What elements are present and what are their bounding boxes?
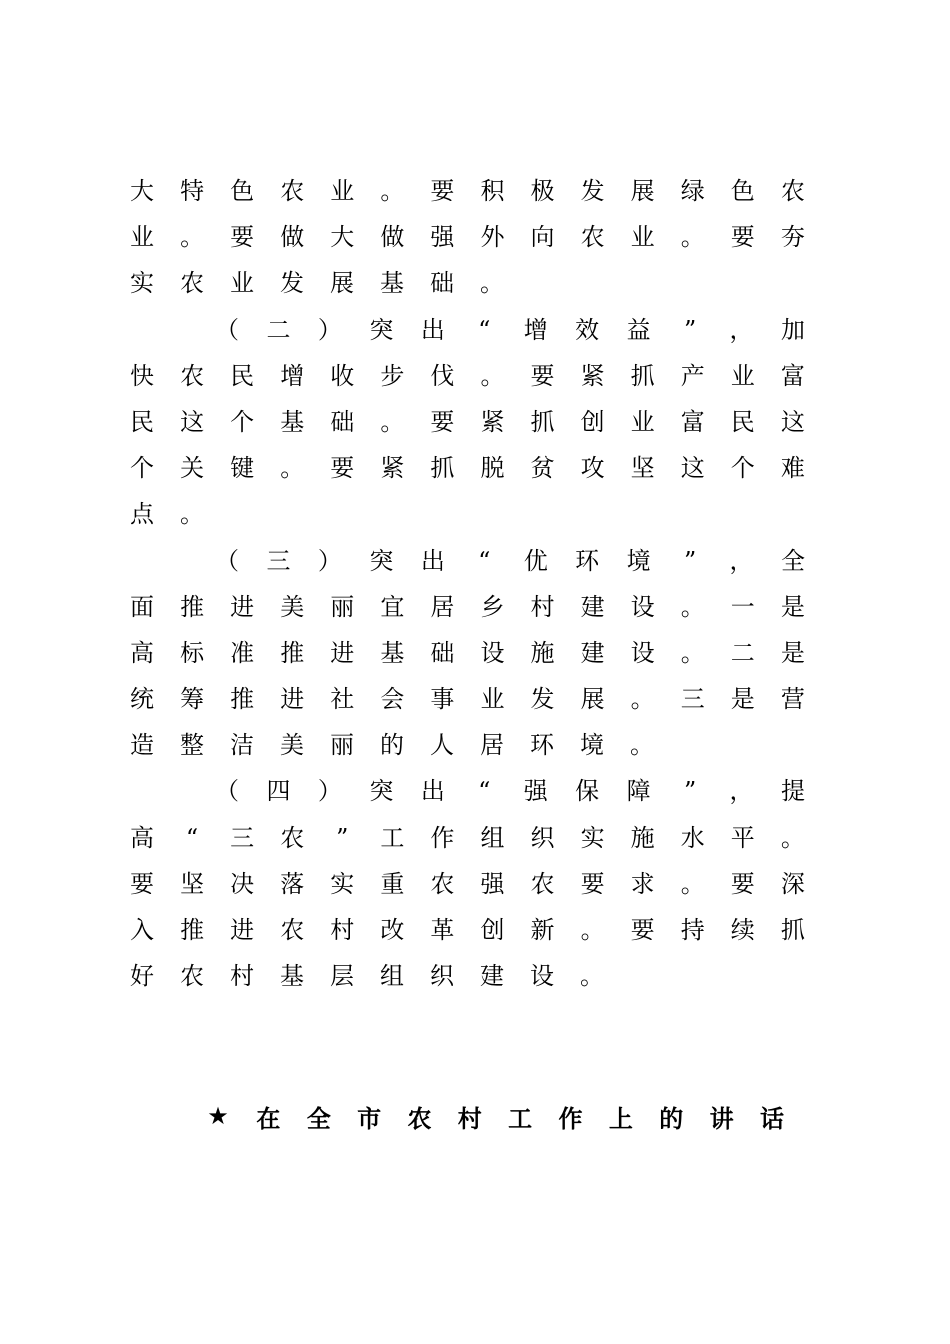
- char: 高: [130, 824, 154, 852]
- char: 。: [280, 454, 305, 482]
- text-line-1: [130, 168, 805, 214]
- char: “: [185, 824, 199, 852]
- char: 决: [230, 870, 255, 898]
- char: 进: [230, 593, 255, 621]
- char: 。: [580, 962, 604, 990]
- char: 居: [480, 731, 504, 759]
- char: 富: [780, 362, 805, 390]
- char: 难: [780, 454, 805, 482]
- char: 。: [480, 269, 504, 297]
- char: 统: [130, 685, 154, 713]
- char: 是: [780, 639, 805, 667]
- text-line-3: [130, 260, 805, 306]
- char: 绿: [680, 177, 705, 205]
- char: 面: [130, 593, 154, 621]
- char: 村: [230, 962, 254, 990]
- char: 抓: [780, 916, 805, 944]
- char: 基: [280, 408, 305, 436]
- section-three-heading: [215, 538, 805, 584]
- char: 要: [730, 223, 755, 251]
- text-line-5: [130, 353, 805, 399]
- char: 持: [680, 916, 705, 944]
- section-four-heading: [215, 768, 805, 814]
- char: 这: [780, 408, 805, 436]
- char: 极: [530, 177, 555, 205]
- char: 的: [380, 731, 404, 759]
- char: 要: [230, 223, 255, 251]
- char: 贫: [530, 454, 555, 482]
- char: 革: [430, 916, 455, 944]
- char: 施: [530, 639, 555, 667]
- char: 组: [380, 962, 404, 990]
- char: 整: [180, 731, 204, 759]
- char: 层: [330, 962, 354, 990]
- char: 关: [180, 454, 205, 482]
- char: ）: [317, 777, 342, 805]
- char: 农: [280, 916, 305, 944]
- text-line-11: [130, 630, 805, 676]
- char: ★: [207, 1102, 229, 1130]
- char: 宜: [380, 593, 405, 621]
- char: “: [478, 547, 491, 575]
- char: 洁: [230, 731, 254, 759]
- char: ）: [317, 547, 342, 575]
- char: 求: [630, 870, 655, 898]
- char: 农: [407, 1104, 432, 1133]
- char: 发: [280, 269, 304, 297]
- char: 四: [266, 777, 291, 805]
- char: 农: [780, 177, 805, 205]
- char: 推: [230, 685, 255, 713]
- char: 个: [130, 454, 154, 482]
- char: 标: [180, 639, 205, 667]
- char: 三: [266, 547, 291, 575]
- char: 新: [530, 916, 555, 944]
- char: 二: [730, 639, 755, 667]
- char: 业: [630, 223, 655, 251]
- char: 紧: [480, 408, 505, 436]
- char: 事: [430, 685, 455, 713]
- char: 出: [420, 547, 445, 575]
- char: 。: [630, 685, 655, 713]
- char: 要: [580, 870, 605, 898]
- char: 发: [530, 685, 555, 713]
- char: 水: [680, 824, 705, 852]
- char: 是: [730, 685, 755, 713]
- char: 这: [680, 454, 705, 482]
- char: ，: [729, 547, 754, 575]
- char: 推: [180, 593, 205, 621]
- char: 续: [730, 916, 755, 944]
- char: 创: [580, 408, 605, 436]
- char: 。: [680, 593, 705, 621]
- char: 上: [608, 1104, 633, 1133]
- char: 推: [180, 916, 205, 944]
- char: 。: [680, 870, 705, 898]
- char: 进: [230, 916, 255, 944]
- char: ”: [683, 547, 697, 575]
- char: 人: [430, 731, 454, 759]
- text-line-15: [130, 815, 805, 861]
- char: 基: [380, 269, 404, 297]
- char: 要: [530, 362, 555, 390]
- char: ，: [729, 777, 754, 805]
- char: 业: [330, 177, 355, 205]
- char: 深: [780, 870, 805, 898]
- char: 全: [780, 547, 805, 575]
- char: 向: [530, 223, 555, 251]
- text-line-13: [130, 722, 805, 768]
- text-line-2: [130, 214, 805, 260]
- char: 会: [380, 685, 405, 713]
- text-line-18: [130, 953, 805, 999]
- char: 是: [780, 593, 805, 621]
- char: 础: [330, 408, 355, 436]
- char: 展: [330, 269, 354, 297]
- char: 。: [680, 223, 705, 251]
- text-line-8: [130, 491, 805, 537]
- char: ，: [729, 316, 754, 344]
- char: 收: [330, 362, 355, 390]
- char: 工: [508, 1104, 533, 1133]
- char: 环: [530, 731, 554, 759]
- char: 。: [580, 916, 605, 944]
- char: 。: [480, 362, 505, 390]
- char: “: [478, 777, 491, 805]
- char: 展: [630, 177, 655, 205]
- char: 讲: [709, 1104, 734, 1133]
- char: 农: [180, 269, 204, 297]
- char: 重: [380, 870, 405, 898]
- char: 坚: [630, 454, 655, 482]
- char: 抓: [530, 408, 555, 436]
- char: 作: [558, 1104, 583, 1133]
- char: 突: [369, 777, 394, 805]
- char: 突: [369, 547, 394, 575]
- char: 业: [230, 269, 254, 297]
- text-line-10: [130, 584, 805, 630]
- char: 外: [480, 223, 505, 251]
- char: 进: [280, 685, 305, 713]
- char: 业: [730, 362, 755, 390]
- char: 效: [575, 316, 600, 344]
- char: 。: [180, 223, 205, 251]
- char: 攻: [580, 454, 605, 482]
- char: 农: [580, 223, 605, 251]
- footer-heading: [205, 1096, 785, 1136]
- char: 脱: [480, 454, 505, 482]
- char: ”: [683, 777, 697, 805]
- char: 村: [330, 916, 355, 944]
- char: 键: [230, 454, 255, 482]
- text-line-16: [130, 861, 805, 907]
- char: 推: [280, 639, 305, 667]
- char: 做: [380, 223, 405, 251]
- char: 组: [480, 824, 505, 852]
- char: 丽: [330, 593, 355, 621]
- char: 特: [180, 177, 205, 205]
- char: 个: [230, 408, 255, 436]
- char: 农: [280, 824, 305, 852]
- char: 要: [430, 177, 455, 205]
- char: 民: [230, 362, 255, 390]
- char: 大: [330, 223, 355, 251]
- char: 设: [530, 962, 554, 990]
- text-line-17: [130, 907, 805, 953]
- char: 一: [730, 593, 755, 621]
- char: 工: [380, 824, 405, 852]
- char: 建: [580, 639, 605, 667]
- char: ”: [336, 824, 349, 852]
- char: 强: [480, 870, 505, 898]
- char: 设: [630, 639, 655, 667]
- char: 紧: [580, 362, 605, 390]
- char: 坚: [180, 870, 205, 898]
- char: 产: [680, 362, 705, 390]
- char: （: [215, 547, 239, 575]
- char: 。: [380, 408, 405, 436]
- char: 业: [630, 408, 655, 436]
- char: 农: [280, 177, 305, 205]
- char: 富: [680, 408, 705, 436]
- char: 三: [230, 824, 255, 852]
- char: 出: [420, 316, 445, 344]
- char: 民: [130, 408, 154, 436]
- char: 突: [369, 316, 394, 344]
- text-line-6: [130, 399, 805, 445]
- char: 乡: [480, 593, 505, 621]
- char: 农: [430, 870, 455, 898]
- char: 。: [380, 177, 405, 205]
- char: 础: [430, 269, 454, 297]
- char: 这: [180, 408, 205, 436]
- char: 展: [580, 685, 605, 713]
- char: 筹: [180, 685, 205, 713]
- char: 益: [626, 316, 651, 344]
- char: 业: [480, 685, 505, 713]
- char: 点: [130, 500, 154, 528]
- char: 色: [230, 177, 255, 205]
- char: 色: [730, 177, 755, 205]
- char: 入: [130, 916, 154, 944]
- char: 落: [280, 870, 305, 898]
- char: 础: [430, 639, 455, 667]
- char: 在: [256, 1104, 281, 1133]
- char: 个: [730, 454, 755, 482]
- char: 优: [523, 547, 548, 575]
- char: 提: [780, 777, 805, 805]
- char: 实: [330, 870, 355, 898]
- char: 。: [630, 731, 654, 759]
- char: 话: [759, 1104, 784, 1133]
- char: 美: [280, 731, 304, 759]
- char: 的: [659, 1104, 684, 1133]
- char: 高: [130, 639, 154, 667]
- char: 业: [130, 223, 154, 251]
- char: 好: [130, 962, 154, 990]
- char: 强: [430, 223, 455, 251]
- char: 积: [480, 177, 505, 205]
- char: 全: [306, 1104, 331, 1133]
- char: 伐: [430, 362, 455, 390]
- char: 建: [480, 962, 504, 990]
- char: 环: [575, 547, 600, 575]
- char: 基: [280, 962, 304, 990]
- char: 建: [580, 593, 605, 621]
- char: 平: [730, 824, 755, 852]
- char: 要: [330, 454, 355, 482]
- char: 障: [626, 777, 651, 805]
- char: 加: [780, 316, 805, 344]
- char: 农: [180, 962, 204, 990]
- section-two-heading: [215, 307, 805, 353]
- char: 大: [130, 177, 154, 205]
- char: 二: [266, 316, 291, 344]
- char: 三: [680, 685, 705, 713]
- char: 市: [357, 1104, 382, 1133]
- char: 增: [280, 362, 305, 390]
- char: 。: [780, 824, 805, 852]
- char: 村: [530, 593, 555, 621]
- char: 实: [580, 824, 605, 852]
- char: 社: [330, 685, 355, 713]
- char: “: [478, 316, 491, 344]
- char: ”: [683, 316, 697, 344]
- char: 作: [430, 824, 455, 852]
- char: 抓: [630, 362, 655, 390]
- char: 要: [430, 408, 455, 436]
- char: 村: [457, 1104, 482, 1133]
- char: 美: [280, 593, 305, 621]
- char: 准: [230, 639, 255, 667]
- char: 居: [430, 593, 455, 621]
- char: 农: [180, 362, 205, 390]
- char: 营: [780, 685, 805, 713]
- char: 进: [330, 639, 355, 667]
- char: 做: [280, 223, 305, 251]
- char: 。: [180, 500, 204, 528]
- char: ）: [317, 316, 342, 344]
- char: 创: [480, 916, 505, 944]
- char: 基: [380, 639, 405, 667]
- char: 发: [580, 177, 605, 205]
- char: 夯: [780, 223, 805, 251]
- char: 保: [575, 777, 600, 805]
- char: 丽: [330, 731, 354, 759]
- char: 要: [630, 916, 655, 944]
- char: 紧: [380, 454, 405, 482]
- char: 出: [420, 777, 445, 805]
- char: 增: [523, 316, 548, 344]
- char: 造: [130, 731, 154, 759]
- char: 农: [530, 870, 555, 898]
- char: 。: [680, 639, 705, 667]
- char: （: [215, 777, 239, 805]
- char: 设: [480, 639, 505, 667]
- char: 境: [580, 731, 604, 759]
- char: 实: [130, 269, 154, 297]
- char: 织: [430, 962, 454, 990]
- char: 步: [380, 362, 405, 390]
- char: （: [215, 316, 239, 344]
- char: 施: [630, 824, 655, 852]
- char: 要: [730, 870, 755, 898]
- char: 快: [130, 362, 154, 390]
- char: 强: [523, 777, 548, 805]
- char: 改: [380, 916, 405, 944]
- char: 抓: [430, 454, 455, 482]
- char: 民: [730, 408, 755, 436]
- text-line-12: [130, 676, 805, 722]
- char: 要: [130, 870, 154, 898]
- char: 设: [630, 593, 655, 621]
- char: 境: [626, 547, 651, 575]
- char: 织: [530, 824, 555, 852]
- text-line-7: [130, 445, 805, 491]
